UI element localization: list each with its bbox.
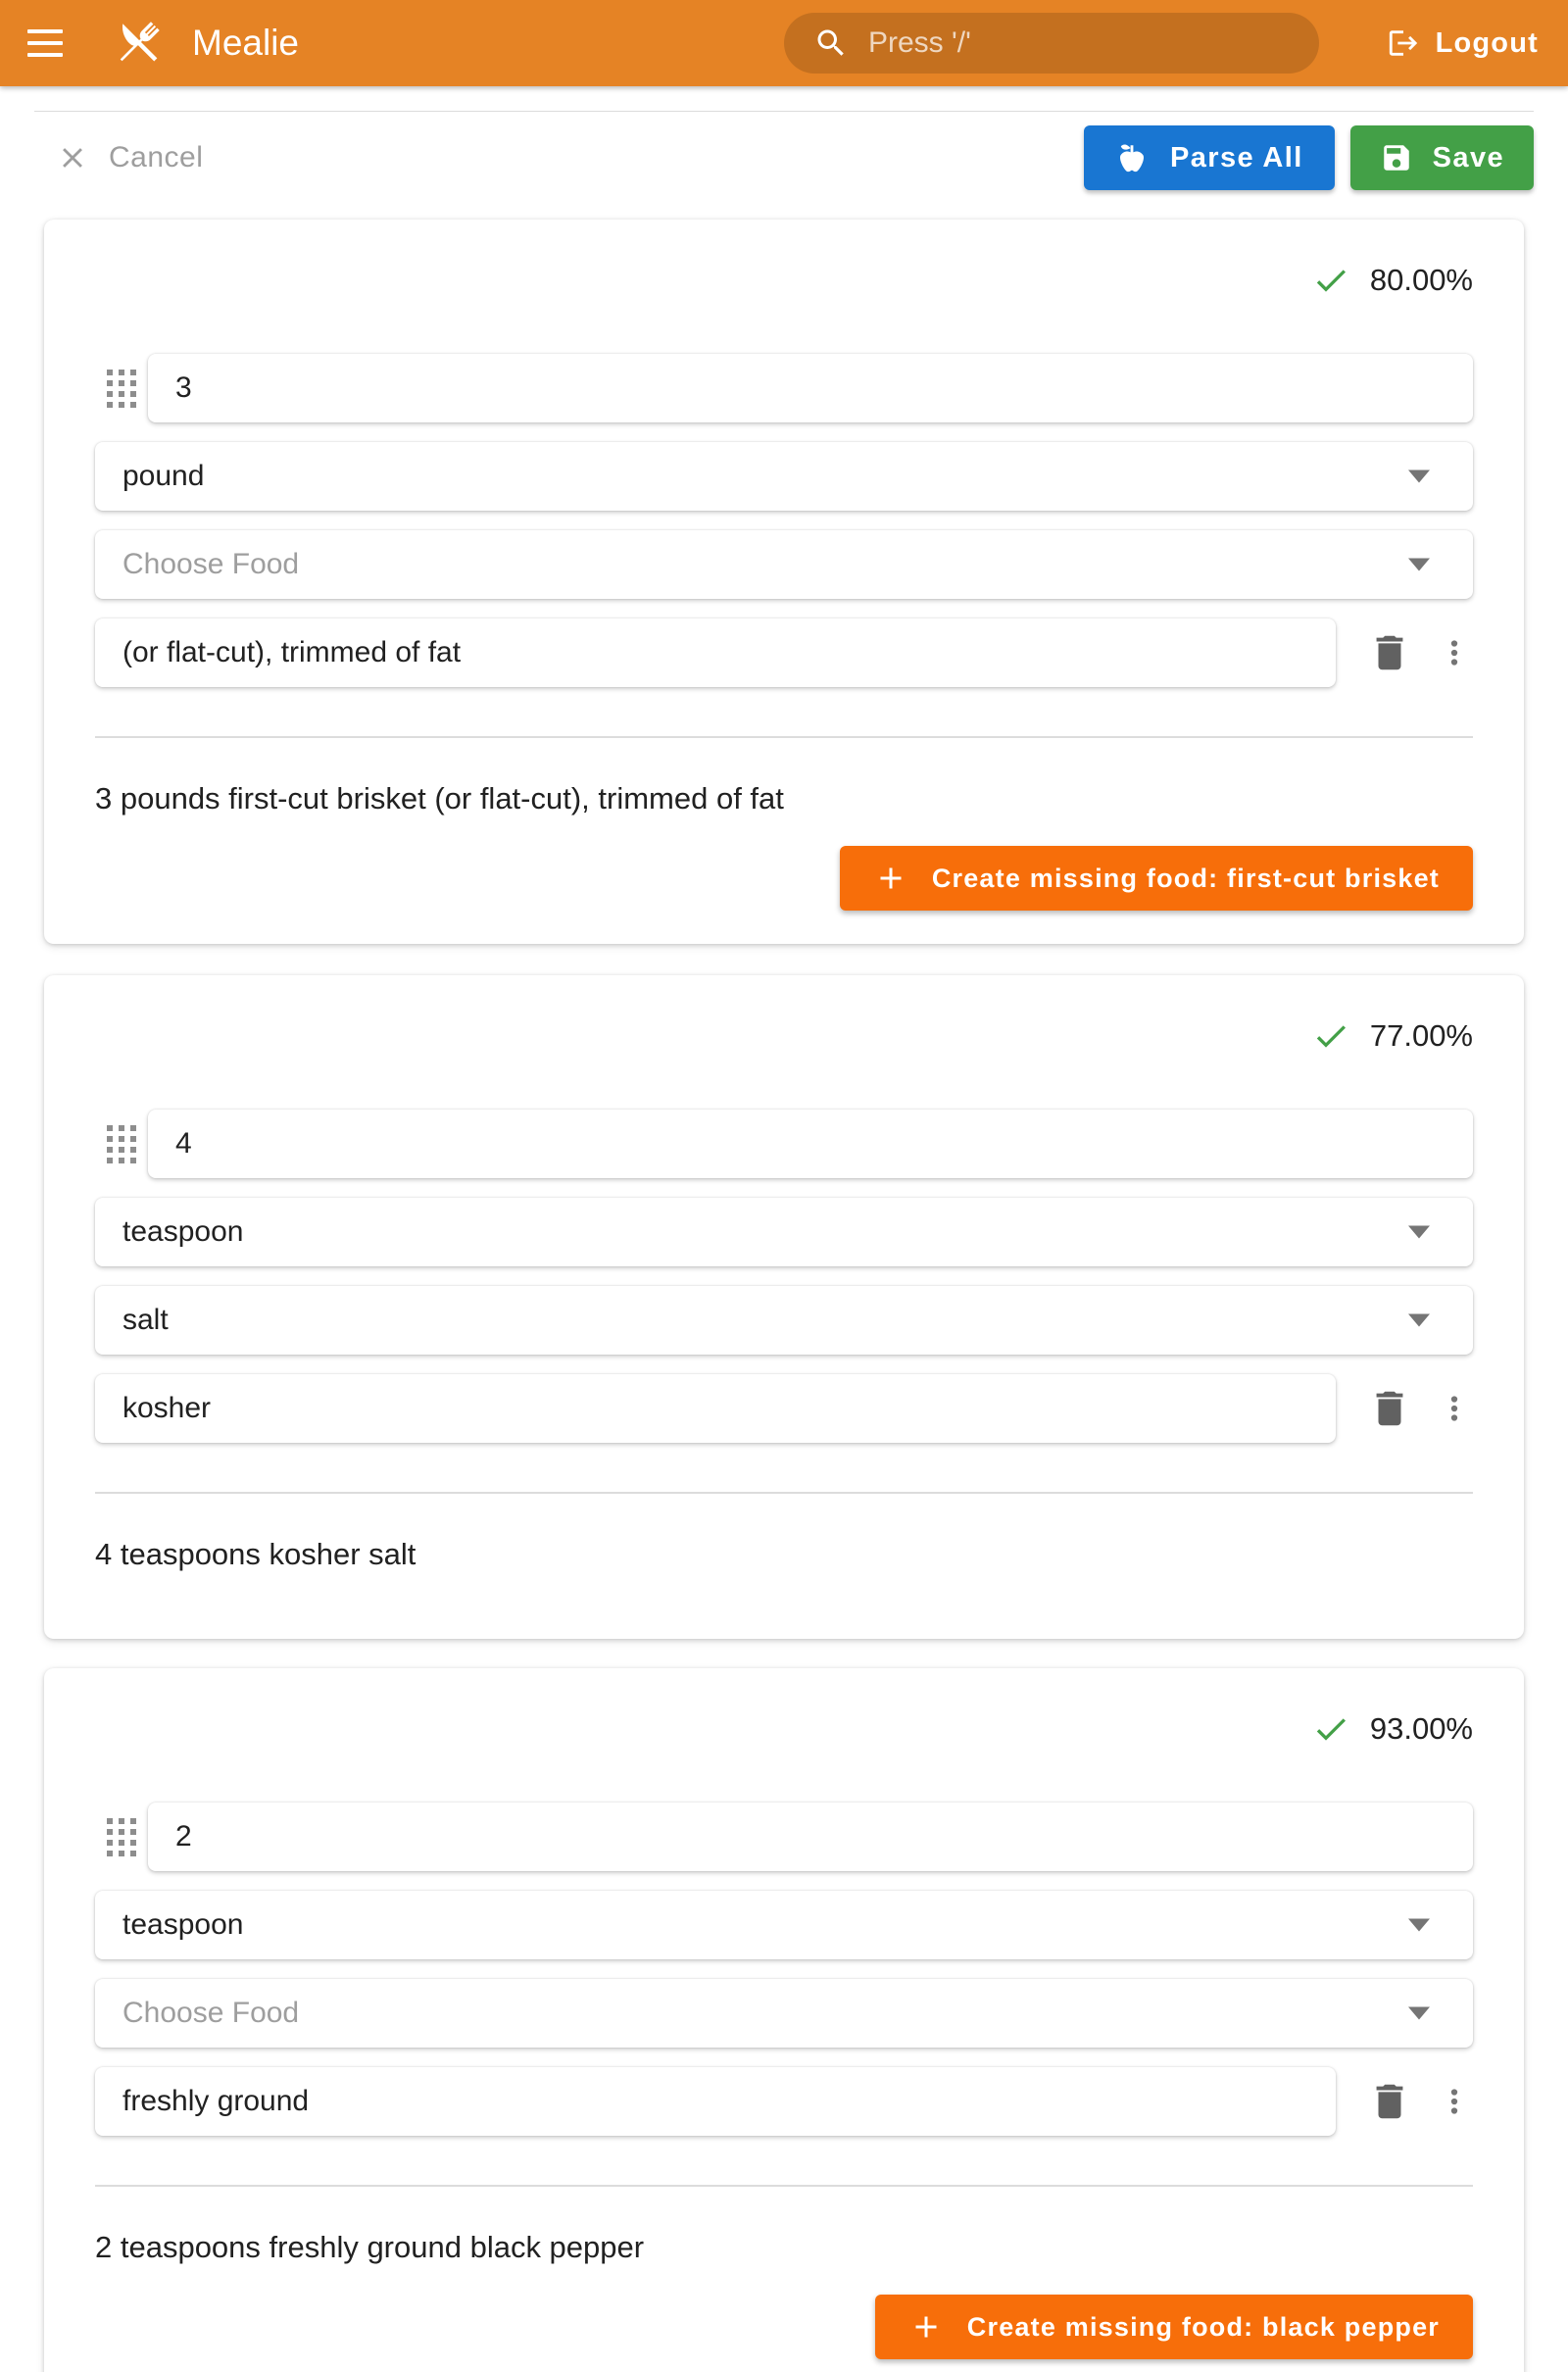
delete-button[interactable] [1367,630,1412,675]
confidence-row [95,975,1473,1056]
trash-icon [1367,630,1412,675]
apple-icon [1115,141,1149,174]
drag-handle-icon [107,1818,136,1856]
original-ingredient-text: 4 teaspoons kosher salt [95,1537,416,1571]
divider [95,1492,1473,1494]
unit-value: teaspoon [122,1215,244,1248]
app-title: Mealie [192,23,299,63]
ingredient-card [44,220,1524,944]
drag-handle-icon [107,1125,136,1163]
food-value: salt [122,1304,169,1336]
drag-handle[interactable] [95,1125,148,1163]
divider [95,2185,1473,2187]
food-select[interactable] [95,1286,1473,1355]
confidence-row [95,220,1473,300]
food-select[interactable] [95,530,1473,599]
search-icon [813,25,849,61]
plus-icon [908,2309,944,2345]
caret-down-icon [1408,1919,1430,1932]
check-icon [1311,1016,1350,1056]
save-icon [1380,141,1413,174]
drag-handle[interactable] [95,370,148,408]
dots-vertical-icon [1436,634,1473,671]
original-ingredient-text: 2 teaspoons freshly ground black pepper [95,2230,645,2264]
food-placeholder: Choose Food [122,548,300,580]
caret-down-icon [1408,470,1430,483]
drag-handle[interactable] [95,1818,148,1856]
dots-vertical-icon [1436,1390,1473,1427]
create-missing-food-button[interactable] [875,2295,1473,2359]
check-icon [1311,1709,1350,1749]
quantity-input[interactable] [148,1803,1473,1871]
parse-all-label: Parse All [1170,141,1303,173]
confidence-value: 93.00% [1369,1711,1473,1746]
ingredient-list [44,220,1524,2372]
ingredient-card [44,975,1524,1639]
logout-button[interactable] [1387,26,1539,60]
delete-button[interactable] [1367,2079,1412,2124]
confidence-row [95,1668,1473,1749]
caret-down-icon [1408,1226,1430,1239]
silverware-icon [108,13,169,74]
unit-select[interactable] [95,442,1473,511]
drag-handle-icon [107,370,136,408]
toolbar [34,125,1534,190]
app-bar [0,0,1568,86]
more-options-button[interactable] [1436,1390,1473,1427]
hamburger-icon [27,29,63,33]
note-input[interactable] [95,2067,1336,2136]
note-input[interactable] [95,1374,1336,1443]
search-input[interactable] [868,26,1309,60]
quantity-input[interactable] [148,1110,1473,1178]
divider [34,111,1534,112]
save-button[interactable] [1350,125,1534,190]
caret-down-icon [1408,2007,1430,2020]
logout-icon [1387,26,1420,60]
cancel-button[interactable] [56,141,203,174]
create-missing-food-button[interactable] [840,846,1473,911]
plus-icon [873,861,908,896]
close-icon [56,141,89,174]
parse-all-button[interactable] [1084,125,1335,190]
divider [95,736,1473,738]
food-select[interactable] [95,1979,1473,2048]
unit-select[interactable] [95,1198,1473,1266]
create-missing-food-label: Create missing food: black pepper [966,2311,1440,2342]
note-input[interactable] [95,618,1336,687]
more-options-button[interactable] [1436,2083,1473,2120]
search-bar[interactable] [784,13,1319,74]
food-placeholder: Choose Food [122,1997,300,2029]
check-icon [1311,261,1350,300]
logout-label: Logout [1435,26,1539,59]
ingredient-card [44,1668,1524,2372]
delete-button[interactable] [1367,1386,1412,1431]
unit-value: pound [122,460,205,492]
confidence-value: 80.00% [1369,263,1473,297]
save-label: Save [1432,141,1504,173]
original-ingredient-text: 3 pounds first-cut brisket (or flat-cut), trimmed of fat [95,781,784,815]
create-missing-food-label: Create missing food: first-cut brisket [931,863,1440,893]
confidence-value: 77.00% [1369,1018,1473,1053]
quantity-input[interactable] [148,354,1473,422]
caret-down-icon [1408,1314,1430,1327]
trash-icon [1367,2079,1412,2124]
cancel-label: Cancel [109,141,204,173]
unit-select[interactable] [95,1891,1473,1959]
dots-vertical-icon [1436,2083,1473,2120]
unit-value: teaspoon [122,1908,244,1941]
caret-down-icon [1408,559,1430,571]
trash-icon [1367,1386,1412,1431]
menu-button[interactable] [27,18,78,69]
more-options-button[interactable] [1436,634,1473,671]
